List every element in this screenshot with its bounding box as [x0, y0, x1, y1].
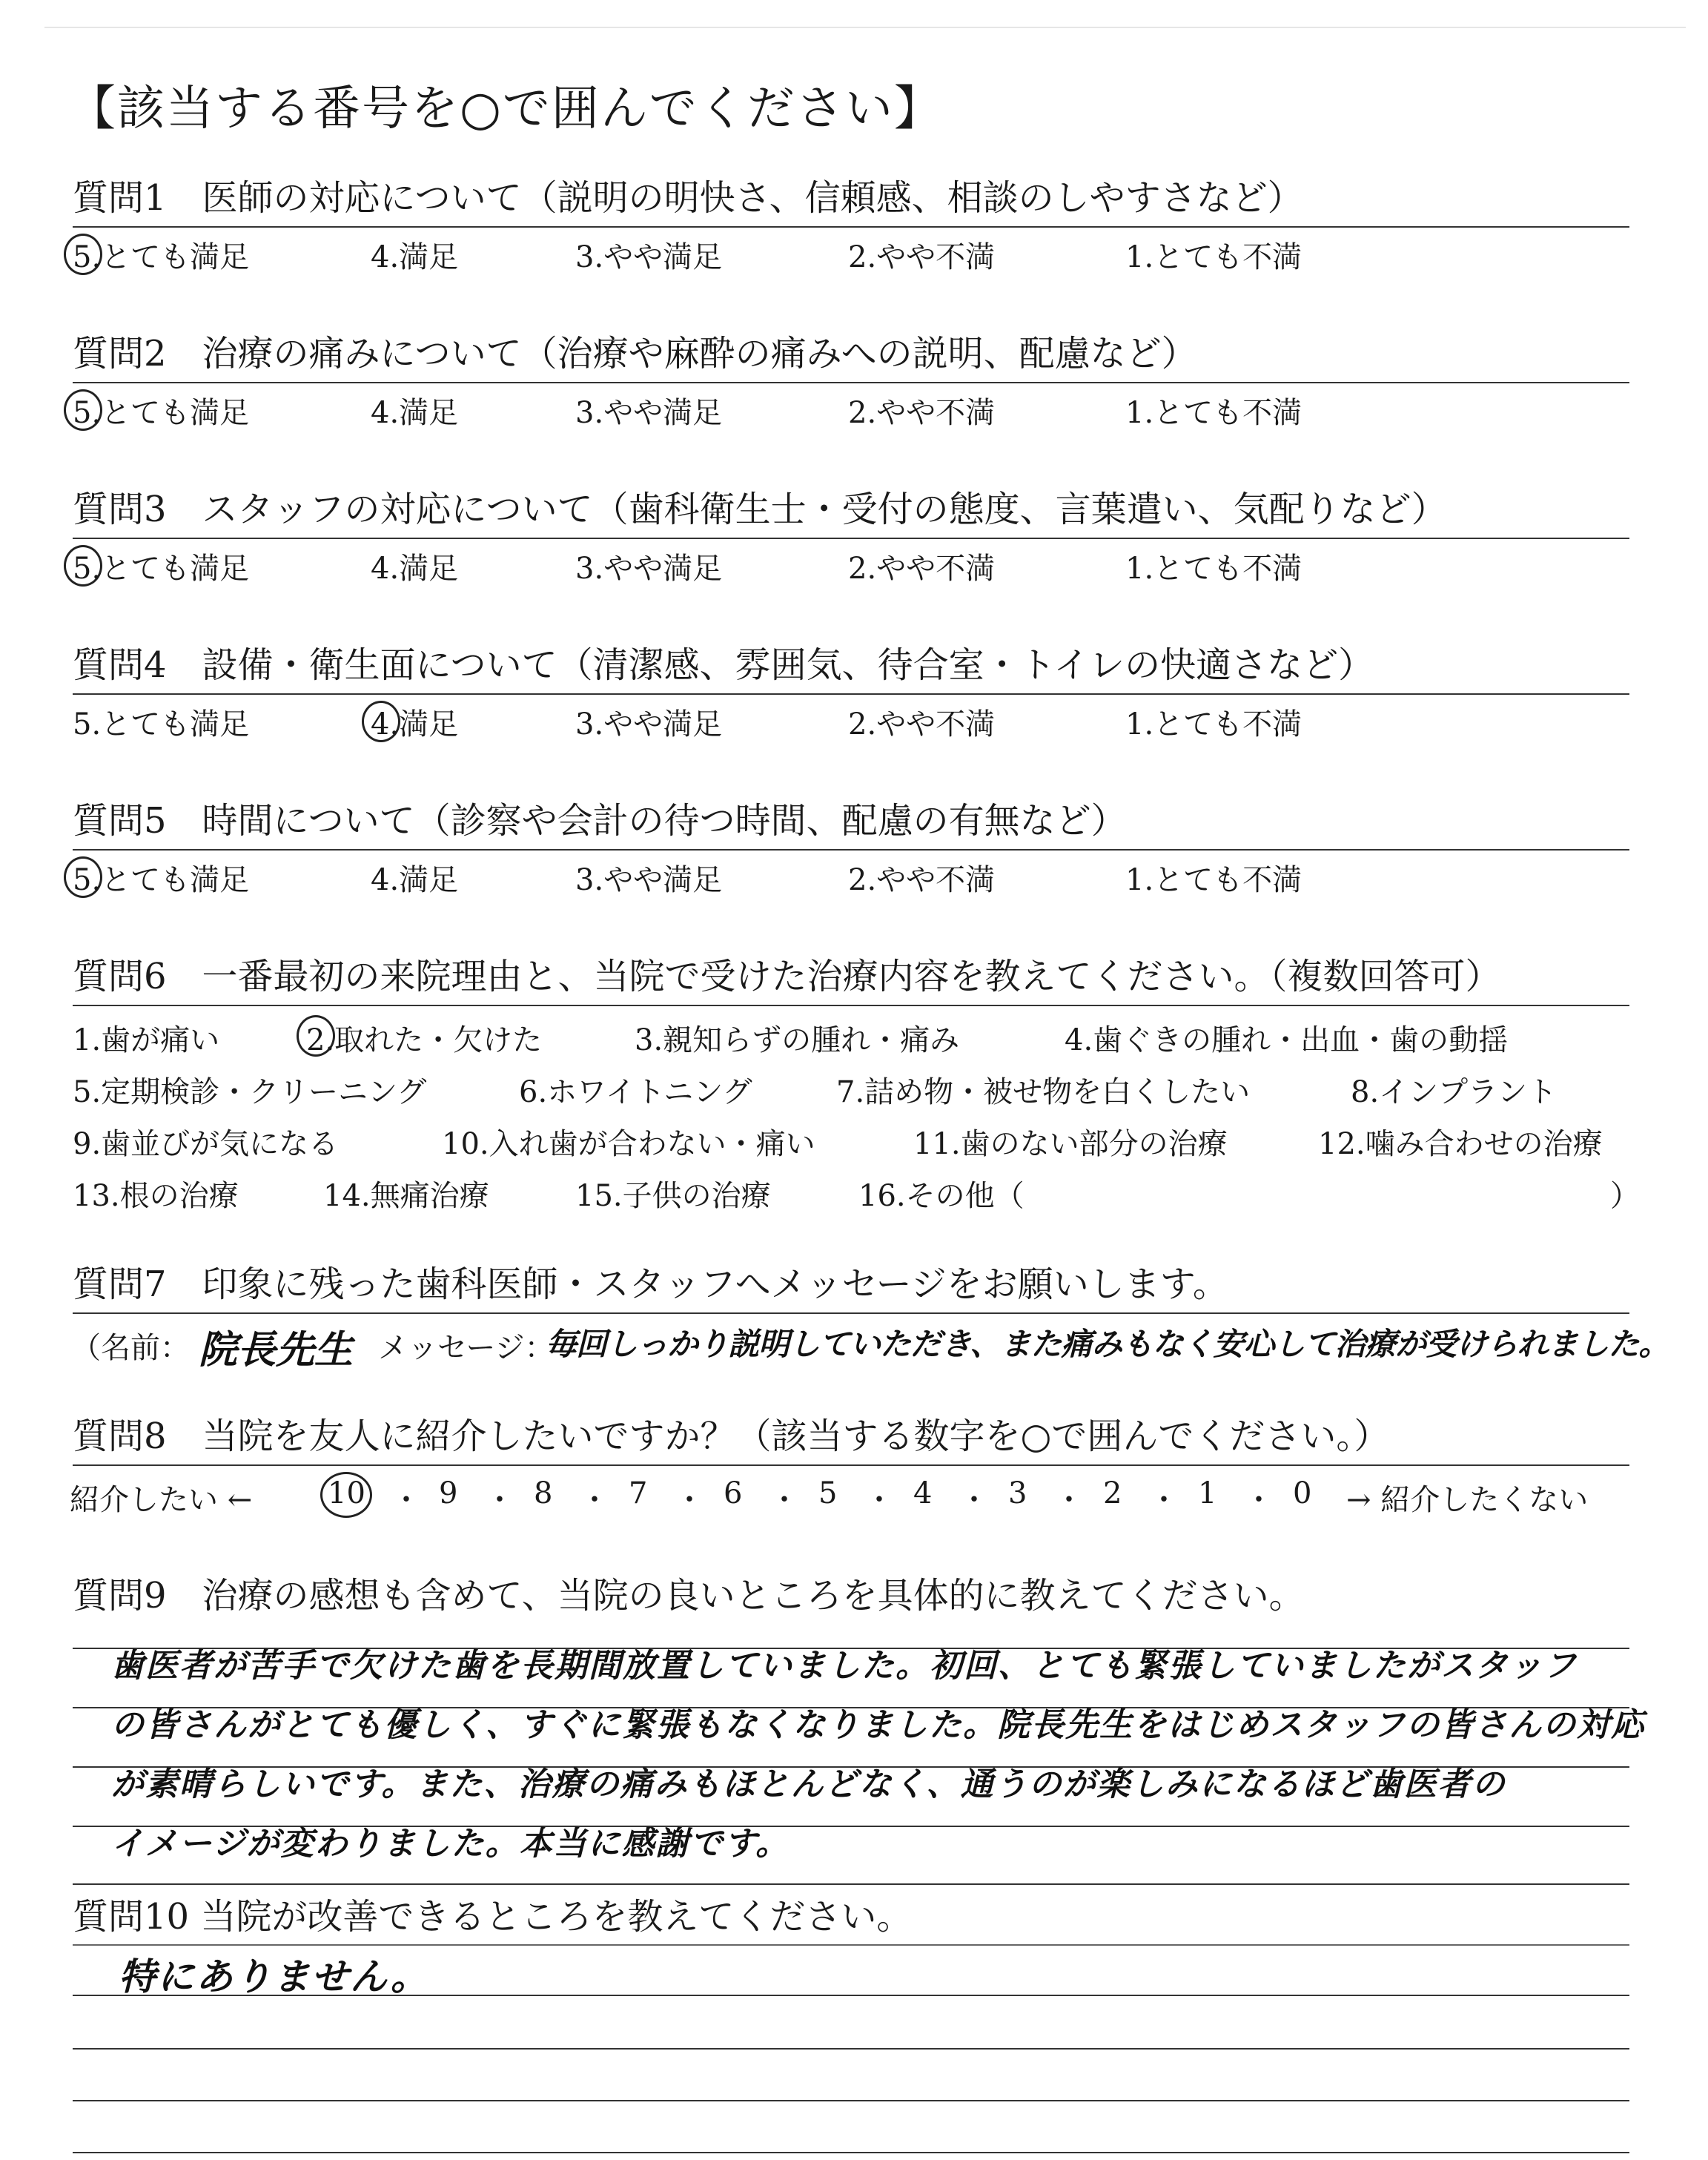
- option-5[interactable]: 5.とても満足: [73, 552, 250, 586]
- scale-sep: ・: [1054, 1483, 1084, 1517]
- message-label: メッセージ：: [378, 1331, 555, 1365]
- q6-option-5[interactable]: 5.定期検診・クリーニング: [73, 1075, 427, 1109]
- rating-options: [73, 539, 1629, 588]
- q6-option-11[interactable]: 11.歯のない部分の治療: [913, 1127, 1228, 1161]
- q6-option-9[interactable]: 9.歯並びが気になる: [73, 1127, 339, 1161]
- scale-6[interactable]: 6: [724, 1476, 743, 1510]
- option-3[interactable]: 3.やや満足: [575, 240, 723, 274]
- option-4[interactable]: 4.満足: [371, 240, 459, 274]
- q6-option-12[interactable]: 12.噛み合わせの治療: [1318, 1127, 1603, 1161]
- option-1[interactable]: 1.とても不満: [1125, 396, 1302, 430]
- rating-options: [73, 383, 1629, 432]
- top-divider: [44, 27, 1686, 28]
- question-3: [73, 486, 1629, 588]
- answer-line: [73, 2048, 1629, 2050]
- option-2[interactable]: 2.やや不満: [848, 396, 996, 430]
- answer-line: [73, 1944, 1629, 1946]
- scale-sep: ・: [675, 1483, 704, 1517]
- q9-answer-line-3[interactable]: が素晴らしいです。また、治療の痛みもほとんどなく、通うのが楽しみになるほど歯医者の: [111, 1766, 1506, 1803]
- option-3[interactable]: 3.やや満足: [575, 707, 723, 742]
- q6-option-1[interactable]: 1.歯が痛い: [73, 1023, 220, 1057]
- scale-left-label: 紹介したい ←: [70, 1483, 253, 1517]
- q6-option-13[interactable]: 13.根の治療: [73, 1179, 239, 1213]
- option-5[interactable]: 5.とても満足: [73, 707, 250, 742]
- scale-sep: ・: [864, 1483, 894, 1517]
- scale-2[interactable]: 2: [1103, 1476, 1122, 1510]
- q6-option-2[interactable]: 2.取れた・欠けた: [306, 1023, 543, 1057]
- name-label: （名前：: [71, 1331, 190, 1365]
- option-5[interactable]: 5.とても満足: [73, 863, 250, 897]
- question-9: [73, 1572, 1629, 1619]
- option-2[interactable]: 2.やや不満: [848, 552, 996, 586]
- question-title: 質問10 当院が改善できるところを教えてください。: [73, 1896, 913, 1938]
- q6-option-15[interactable]: 15.子供の治療: [575, 1179, 771, 1213]
- q9-answer-line-4[interactable]: イメージが変わりました。本当に感謝です。: [111, 1825, 790, 1863]
- option-4[interactable]: 4.満足: [371, 707, 459, 742]
- q10-answer[interactable]: 特にありません。: [119, 1955, 429, 1998]
- option-1[interactable]: 1.とても不満: [1125, 552, 1302, 586]
- question-title: 質問5 時間について（診察や会計の待つ時間、配慮の有無など）: [73, 800, 1127, 842]
- question-title: 質問2 治療の痛みについて（治療や麻酔の痛みへの説明、配慮など）: [73, 333, 1197, 374]
- q6-option-14[interactable]: 14.無痛治療: [323, 1179, 489, 1213]
- question-1: [73, 174, 1629, 277]
- option-3[interactable]: 3.やや満足: [575, 863, 723, 897]
- option-2[interactable]: 2.やや不満: [848, 863, 996, 897]
- scale-right-label: → 紹介したくない: [1346, 1483, 1589, 1517]
- scale-7[interactable]: 7: [629, 1476, 648, 1510]
- q6-option-6[interactable]: 6.ホワイトニング: [519, 1075, 752, 1109]
- scale-sep: ・: [959, 1483, 989, 1517]
- scale-sep: ・: [580, 1483, 609, 1517]
- option-5[interactable]: 5.とても満足: [73, 396, 250, 430]
- question-title: 質問9 治療の感想も含めて、当院の良いところを具体的に教えてください。: [73, 1575, 1305, 1616]
- q7-answer: [71, 1314, 1669, 1373]
- recommend-scale: [70, 1466, 1629, 1525]
- option-4[interactable]: 4.満足: [371, 396, 459, 430]
- name-value[interactable]: 院長先生: [199, 1328, 354, 1373]
- scale-3[interactable]: 3: [1008, 1476, 1027, 1510]
- option-1[interactable]: 1.とても不満: [1125, 863, 1302, 897]
- question-2: [73, 330, 1629, 432]
- scale-sep: ・: [391, 1483, 421, 1517]
- rating-options: [73, 695, 1629, 744]
- q6-option-16[interactable]: 16.その他（: [858, 1179, 1025, 1213]
- question-6: [73, 953, 1640, 1221]
- option-3[interactable]: 3.やや満足: [575, 396, 723, 430]
- question-5: [73, 797, 1629, 899]
- rating-options: [73, 851, 1629, 899]
- scale-0[interactable]: 0: [1293, 1476, 1312, 1510]
- message-value[interactable]: 毎回しっかり説明していただき、また痛みもなく安心して治療が受けられました。: [546, 1326, 1669, 1362]
- option-1[interactable]: 1.とても不満: [1125, 240, 1302, 274]
- q6-option-8[interactable]: 8.インプラント: [1351, 1075, 1558, 1109]
- question-title: 質問1 医師の対応について（説明の明快さ、信頼感、相談のしやすさなど）: [73, 177, 1303, 219]
- page-heading: 【該当する番号を○で囲んでください】: [68, 82, 943, 136]
- q6-option-4[interactable]: 4.歯ぐきの腫れ・出血・歯の動揺: [1065, 1023, 1509, 1057]
- q6-option-10[interactable]: 10.入れ歯が合わない・痛い: [442, 1127, 815, 1161]
- option-4[interactable]: 4.満足: [371, 863, 459, 897]
- scale-sep: ・: [1244, 1483, 1274, 1517]
- question-title: 質問3 スタッフの対応について（歯科衛生士・受付の態度、言葉遣い、気配りなど）: [73, 489, 1447, 530]
- answer-line: [73, 2100, 1629, 2101]
- scale-4[interactable]: 4: [913, 1476, 933, 1510]
- scale-9[interactable]: 9: [439, 1476, 458, 1510]
- answer-line: [73, 2152, 1629, 2153]
- scale-sep: ・: [1149, 1483, 1179, 1517]
- q6-options: [73, 1006, 1640, 1221]
- question-10: [73, 1887, 1629, 1941]
- scale-sep: ・: [769, 1483, 799, 1517]
- scale-10[interactable]: 10: [328, 1476, 365, 1510]
- q6-option-7[interactable]: 7.詰め物・被せ物を白くしたい: [836, 1075, 1251, 1109]
- option-4[interactable]: 4.満足: [371, 552, 459, 586]
- q9-answer-line-1[interactable]: 歯医者が苦手で欠けた歯を長期間放置していました。初回、とても緊張していましたがスタッフ: [111, 1647, 1578, 1685]
- option-3[interactable]: 3.やや満足: [575, 552, 723, 586]
- scale-8[interactable]: 8: [534, 1476, 553, 1510]
- answer-line: [73, 1883, 1629, 1885]
- question-8: [70, 1413, 1629, 1525]
- q6-option-3[interactable]: 3.親知らずの腫れ・痛み: [635, 1023, 960, 1057]
- question-7: [71, 1261, 1669, 1373]
- scale-5[interactable]: 5: [818, 1476, 838, 1510]
- q9-answer-line-2[interactable]: の皆さんがとても優しく、すぐに緊張もなくなりました。院長先生をはじめスタッフの皆さんの対応: [111, 1706, 1646, 1744]
- question-title: 質問8 当院を友人に紹介したいですか？（該当する数字を○で囲んでください。）: [73, 1416, 1390, 1457]
- question-title: 質問7 印象に残った歯科医師・スタッフへメッセージをお願いします。: [73, 1264, 1228, 1305]
- q6-close-paren: ）: [1610, 1179, 1640, 1213]
- option-1[interactable]: 1.とても不満: [1125, 707, 1302, 742]
- option-2[interactable]: 2.やや不満: [848, 240, 996, 274]
- scale-sep: ・: [485, 1483, 514, 1517]
- option-5[interactable]: 5.とても満足: [73, 240, 250, 274]
- option-2[interactable]: 2.やや不満: [848, 707, 996, 742]
- question-title: 質問4 設備・衛生面について（清潔感、雰囲気、待合室・トイレの快適さなど）: [73, 644, 1374, 686]
- rating-options: [73, 228, 1629, 277]
- scale-1[interactable]: 1: [1198, 1476, 1217, 1510]
- question-title: 質問6 一番最初の来院理由と、当院で受けた治療内容を教えてください。（複数回答可）: [73, 956, 1501, 997]
- question-4: [73, 641, 1629, 744]
